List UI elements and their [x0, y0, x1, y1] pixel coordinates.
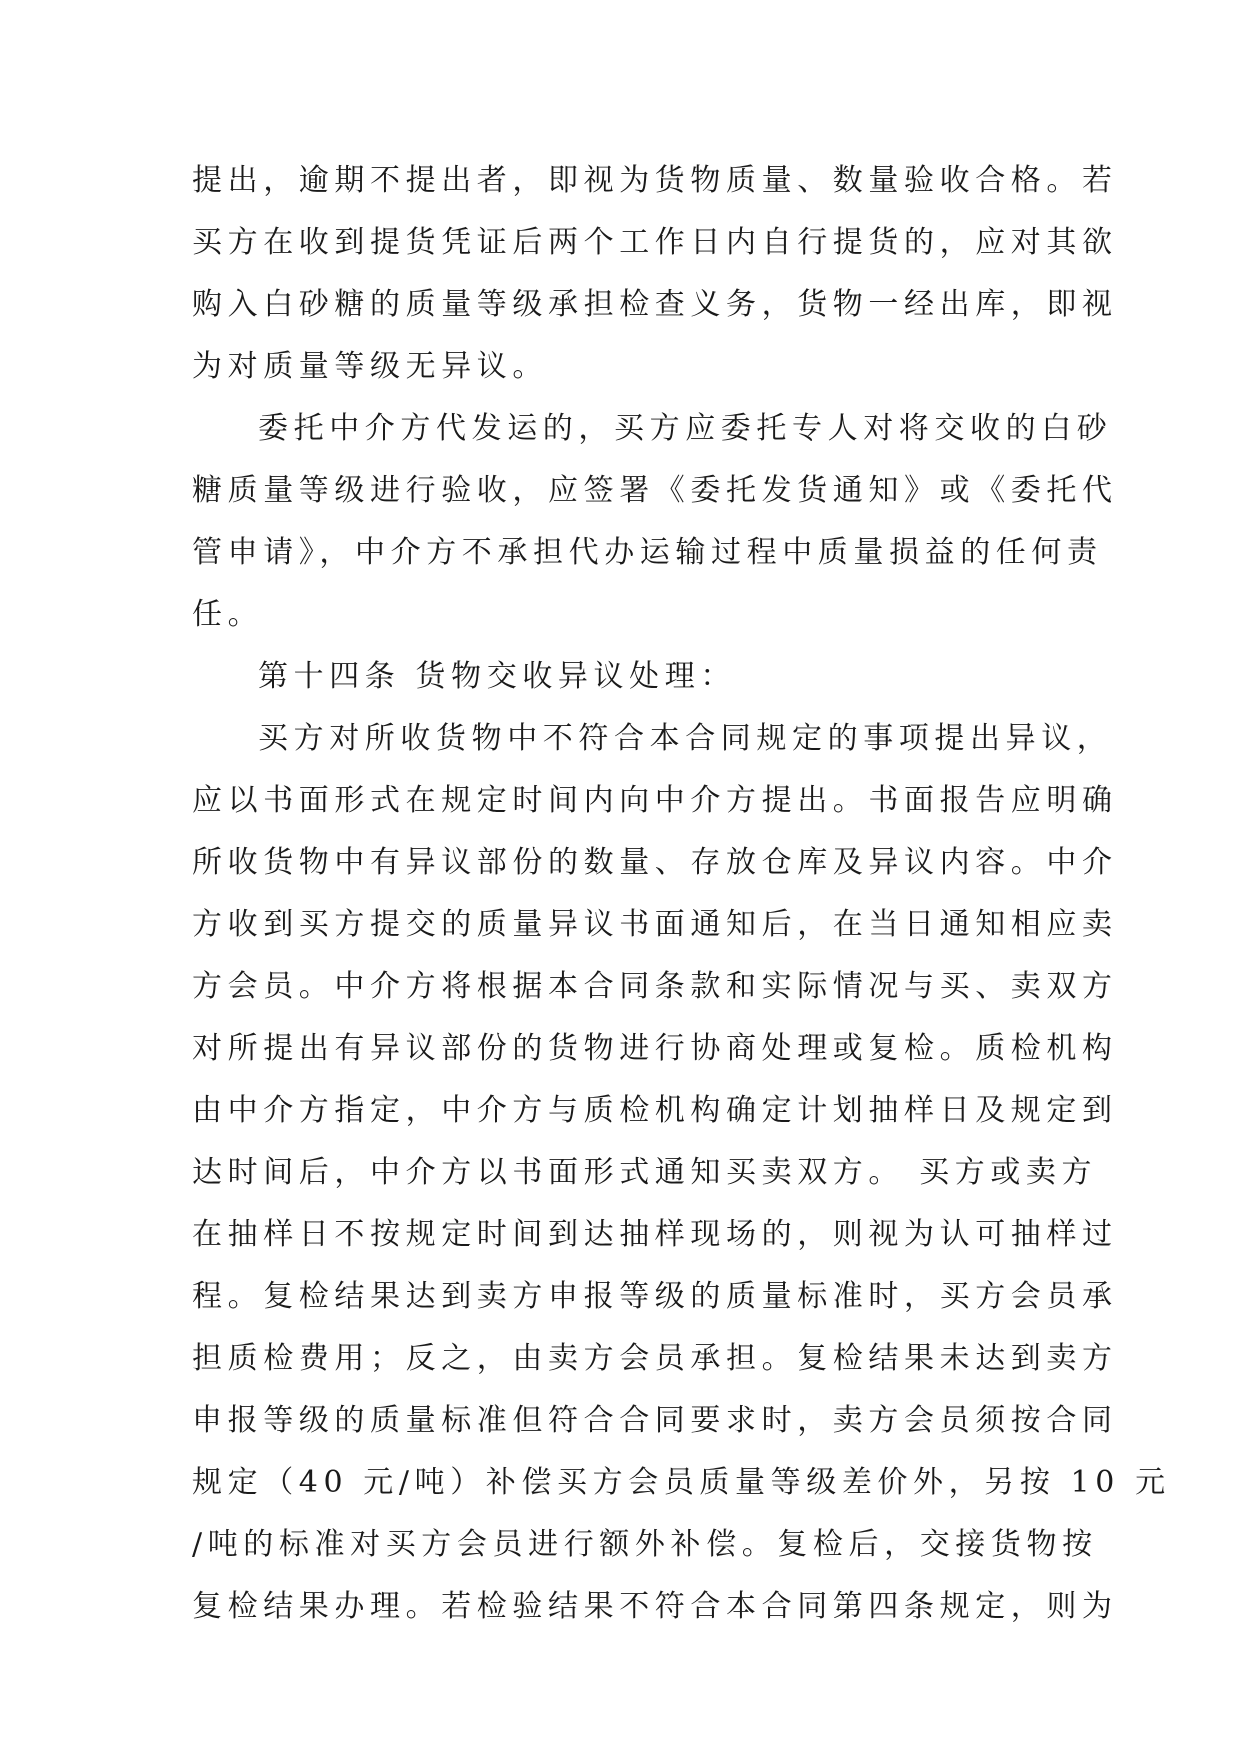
text-line: 方会员。中介方将根据本合同条款和实际情况与买、卖双方 — [192, 969, 1118, 1004]
text-line: 应以书面形式在规定时间内向中介方提出。书面报告应明确 — [192, 783, 1118, 818]
text-line: 管申请》，中介方不承担代办运输过程中质量损益的任何责 — [192, 535, 1103, 570]
text-line: 复检结果办理。若检验结果不符合本合同第四条规定，则为 — [192, 1589, 1118, 1624]
text-line: 申报等级的质量标准但符合合同要求时，卖方会员须按合同 — [192, 1403, 1118, 1438]
text-line: 方收到买方提交的质量异议书面通知后，在当日通知相应卖 — [192, 907, 1118, 942]
text-line: 程。复检结果达到卖方申报等级的质量标准时，买方会员承 — [192, 1279, 1118, 1314]
text-line: 所收货物中有异议部份的数量、存放仓库及异议内容。中介 — [192, 845, 1118, 880]
text-line: 由中介方指定，中介方与质检机构确定计划抽样日及规定到 — [192, 1093, 1118, 1128]
text-line: 买方在收到提货凭证后两个工作日内自行提货的，应对其欲 — [192, 225, 1118, 260]
text-line: 任。 — [192, 597, 264, 632]
text-line: 为对质量等级无异议。 — [192, 349, 548, 384]
text-line: 提出，逾期不提出者，即视为货物质量、数量验收合格。若 — [192, 163, 1118, 198]
paragraph-start-line: 买方对所收货物中不符合本合同规定的事项提出异议， — [258, 721, 1113, 756]
text-line: 糖质量等级进行验收，应签署《委托发货通知》或《委托代 — [192, 473, 1118, 508]
text-line: 规定（40 元/吨）补偿买方会员质量等级差价外，另按 10 元 — [192, 1465, 1171, 1500]
text-line: 达时间后，中介方以书面形式通知买卖双方。 买方或卖方 — [192, 1155, 1098, 1190]
text-line: 在抽样日不按规定时间到达抽样现场的，则视为认可抽样过 — [192, 1217, 1118, 1252]
text-line: /吨的标准对买方会员进行额外补偿。复检后，交接货物按 — [192, 1527, 1098, 1562]
article-heading: 第十四条 货物交收异议处理： — [258, 659, 736, 694]
text-line: 购入白砂糖的质量等级承担检查义务，货物一经出库，即视 — [192, 287, 1118, 322]
contract-text-body — [192, 150, 1171, 1638]
paragraph-start-line: 委托中介方代发运的，买方应委托专人对将交收的白砂 — [258, 411, 1113, 446]
text-line: 对所提出有异议部份的货物进行协商处理或复检。质检机构 — [192, 1031, 1118, 1066]
text-line: 担质检费用；反之，由卖方会员承担。复检结果未达到卖方 — [192, 1341, 1118, 1376]
